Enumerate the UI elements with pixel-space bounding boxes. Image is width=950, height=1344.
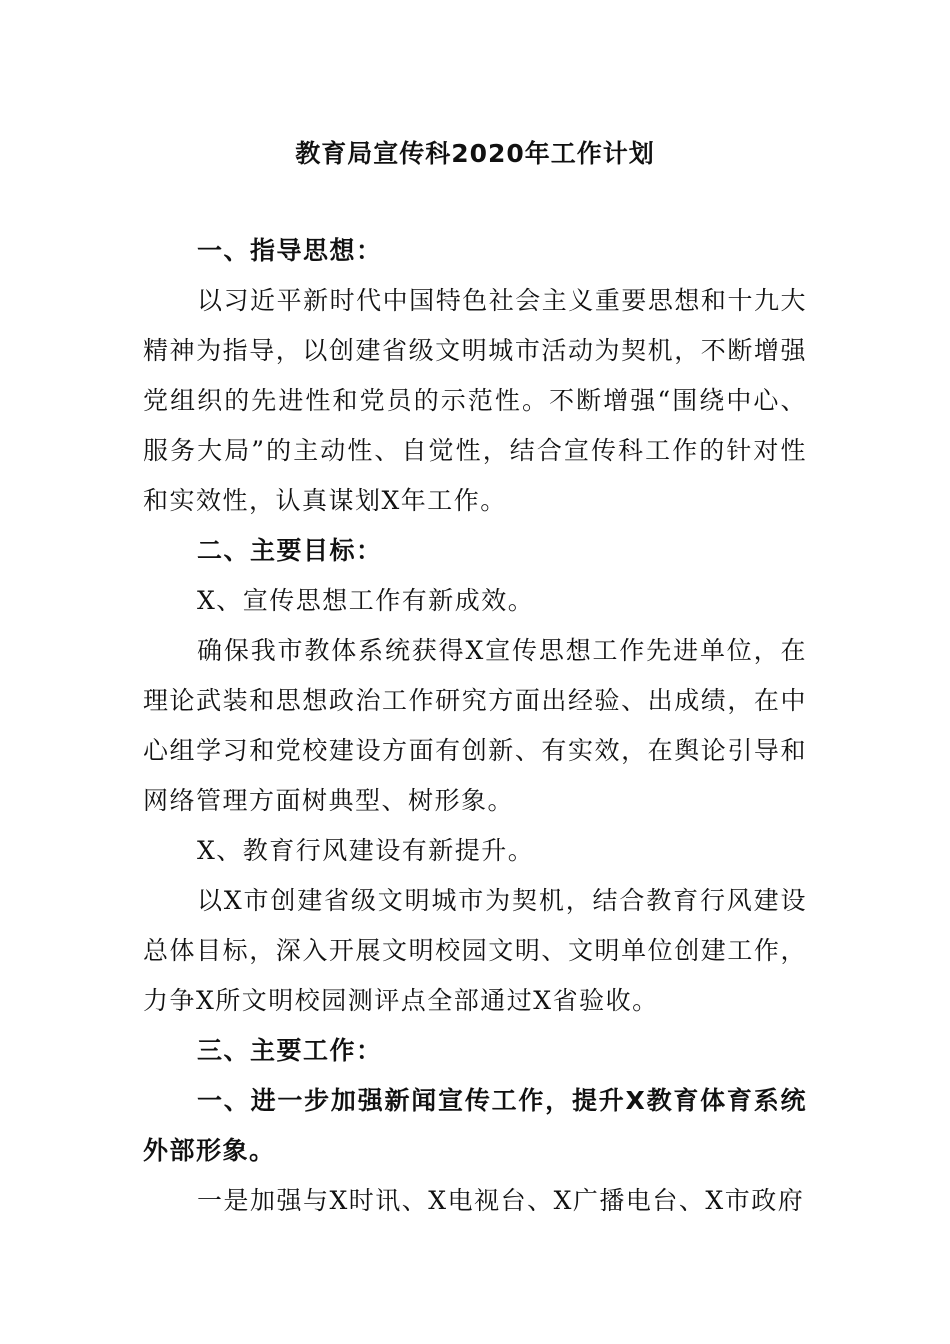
paragraph-conduct-goal: 以X市创建省级文明城市为契机，结合教育行风建设总体目标，深入开展文明校园文明、文明单位创建工作，力争X所文明校园测评点全部通过X省验收。 (143, 886, 807, 1015)
paragraph-guiding-thought: 以习近平新时代中国特色社会主义重要思想和十九大精神为指导，以创建省级文明城市活动为契机，不断增强党组织的先进性和党员的示范性。不断增强“围绕中心、服务大局”的主动性、自觉性，结合宣传科工作的针对性和实效性，认真谋划X年工作。 (143, 286, 807, 515)
section-heading-main-work: 三、主要工作： (197, 1036, 383, 1065)
section-heading-guiding-thought: 一、指导思想： (197, 236, 383, 265)
goal-item-conduct: X、教育行风建设有新提升。 (197, 836, 535, 865)
section-heading-main-goals: 二、主要目标： (197, 536, 383, 565)
paragraph-propaganda-goal: 确保我市教体系统获得X宣传思想工作先进单位，在理论武装和思想政治工作研究方面出经验、出成绩，在中心组学习和党校建设方面有创新、有实效，在舆论引导和网络管理方面树典型、树形象。 (143, 636, 807, 815)
paragraph-news-publicity: 一是加强与X时讯、X电视台、X广播电台、X市政府 (197, 1186, 805, 1215)
subsection-heading-news-publicity: 一、进一步加强新闻宣传工作，提升X教育体育系统外部形象。 (143, 1086, 807, 1165)
document-body (143, 226, 807, 1226)
document-title: 教育局宣传科2020年工作计划 (295, 139, 655, 168)
goal-item-propaganda: X、宣传思想工作有新成效。 (197, 586, 535, 615)
